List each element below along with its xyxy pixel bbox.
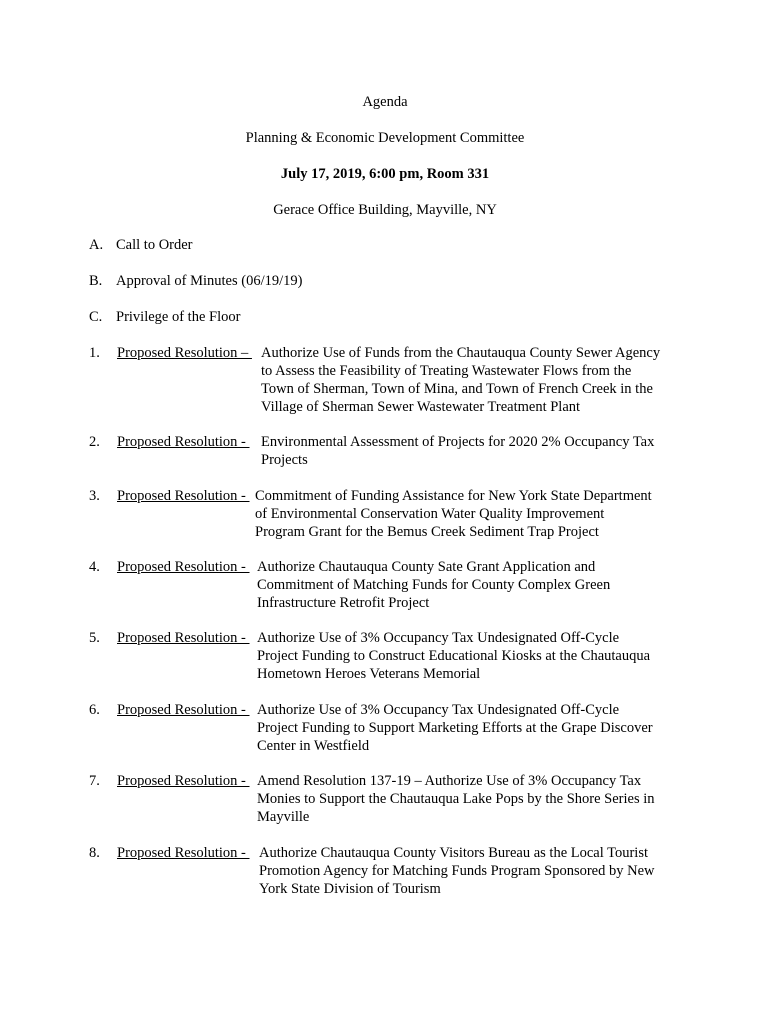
resolution-line: Authorize Chautauqua County Sate Grant Application and [257,559,596,575]
resolution-line: Program Grant for the Bemus Creek Sediment Trap Project [255,524,599,540]
resolution-line: Authorize Use of Funds from the Chautauqua County Sewer Agency [261,345,661,361]
resolution-line: Infrastructure Retrofit Project [257,595,430,611]
resolution-line: to Assess the Feasibility of Treating Wastewater Flows from the [261,363,632,379]
resolution-prefix: Proposed Resolution - [117,702,250,718]
resolution-line: Project Funding to Support Marketing Efforts at the Grape Discover [257,720,653,736]
item-text: Call to Order [116,237,193,253]
item-label: A. [89,237,104,253]
meeting-location: Gerace Office Building, Mayville, NY [273,202,497,218]
resolution-line: Mayville [257,809,310,825]
resolution-prefix: Proposed Resolution - [117,773,250,789]
resolution-line: Village of Sherman Sewer Wastewater Treatment Plant [261,399,581,415]
agenda-item-approval-of-minutes [89,272,302,290]
resolution-prefix: Proposed Resolution - [117,559,250,575]
agenda-item-call-to-order [89,236,193,254]
resolution-line: Project Funding to Construct Educational Kiosks at the Chautauqua [257,648,651,664]
resolution-prefix: Proposed Resolution – [117,345,252,361]
resolution-line: Amend Resolution 137-19 – Authorize Use of 3% Occupancy Tax [257,773,642,789]
resolution-number: 8. [89,845,100,861]
resolution-prefix: Proposed Resolution - [117,630,250,646]
item-text: Approval of Minutes (06/19/19) [116,273,303,289]
resolution-line: Authorize Use of 3% Occupancy Tax Undesignated Off-Cycle [257,702,620,718]
resolution-line: of Environmental Conservation Water Quality Improvement [255,506,605,522]
item-label: C. [89,309,103,325]
resolution-line: Promotion Agency for Matching Funds Program Sponsored by New [259,863,655,879]
resolution-prefix: Proposed Resolution - [117,434,250,450]
resolution-prefix: Proposed Resolution - [117,488,250,504]
resolution-number: 4. [89,559,100,575]
resolution-number: 6. [89,702,100,718]
item-text: Privilege of the Floor [116,309,241,325]
resolution-line: York State Division of Tourism [259,881,441,897]
item-label: B. [89,273,103,289]
resolution-number: 1. [89,345,100,361]
committee-name: Planning & Economic Development Committee [245,130,525,146]
resolution-number: 7. [89,773,100,789]
agenda-title: Agenda [362,94,408,110]
resolution-number: 3. [89,488,100,504]
resolution-number: 2. [89,434,100,450]
resolution-line: Projects [261,452,308,468]
meeting-datetime: July 17, 2019, 6:00 pm, Room 331 [280,166,490,182]
resolution-line: Commitment of Matching Funds for County Complex Green [257,577,611,593]
resolution-line: Center in Westfield [257,738,370,754]
resolution-line: Authorize Chautauqua County Visitors Bureau as the Local Tourist [259,845,649,861]
resolution-line: Commitment of Funding Assistance for New York State Department [255,488,652,504]
resolution-line: Hometown Heroes Veterans Memorial [257,666,481,682]
resolution-number: 5. [89,630,100,646]
agenda-item-privilege-of-floor [89,308,240,326]
resolution-line: Authorize Use of 3% Occupancy Tax Undesignated Off-Cycle [257,630,620,646]
resolution-line: Monies to Support the Chautauqua Lake Pops by the Shore Series in [257,791,655,807]
resolution-line: Environmental Assessment of Projects for 2020 2% Occupancy Tax [261,434,655,450]
resolution-line: Town of Sherman, Town of Mina, and Town of French Creek in the [261,381,653,397]
resolution-prefix: Proposed Resolution - [117,845,250,861]
